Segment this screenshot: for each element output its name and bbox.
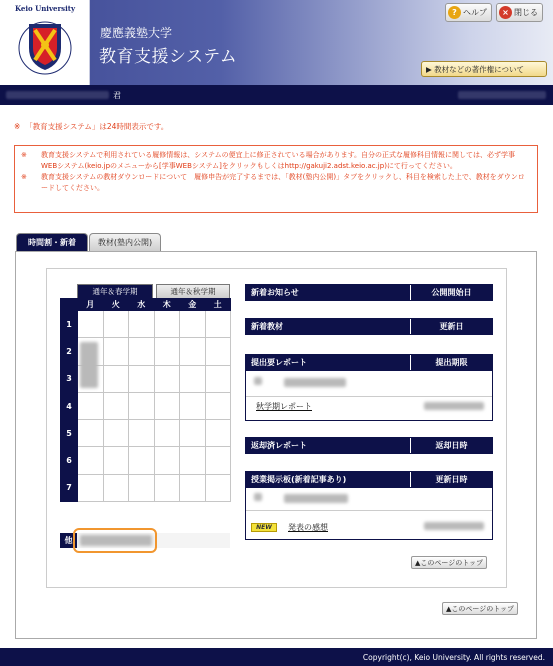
- help-button[interactable]: ? ヘルプ: [445, 3, 492, 22]
- redacted-course-code: [254, 493, 262, 501]
- term-tab-autumn[interactable]: 通年＆秋学期: [156, 284, 230, 298]
- new-materials-header: 新着教材 更新日: [245, 318, 493, 335]
- notice-item: ※ 教育支援システムで利用されている履修情報は、システムの便宜上に修正されている場合があります。自分の正式な履修科目情報に関しては、必ず学事WEBシステム(keio.jpのメニューから[学事WEBシステム]をクリックもしくはhttp://gakuji2.adst.keio.ac.jp)にて行ってください。: [21, 151, 516, 170]
- help-icon: ?: [448, 6, 461, 19]
- timetable-row: [61, 420, 231, 447]
- row-divider: [246, 510, 492, 511]
- class-cell[interactable]: [180, 474, 206, 501]
- class-cell[interactable]: [205, 392, 231, 419]
- period-label: 7: [61, 474, 78, 501]
- close-button[interactable]: × 閉じる: [496, 3, 543, 22]
- class-cell[interactable]: [154, 420, 180, 447]
- period-label: 5: [61, 420, 78, 447]
- footer: [0, 648, 553, 666]
- board-header: 授業掲示板(新着記事あり) 更新日時: [245, 471, 493, 488]
- university-name: 慶應義塾大学: [100, 26, 173, 40]
- class-cell[interactable]: [180, 392, 206, 419]
- timetable-grid: [60, 298, 231, 502]
- class-cell[interactable]: [205, 311, 231, 338]
- period-label: 6: [61, 447, 78, 474]
- class-cell[interactable]: [154, 365, 180, 392]
- class-cell[interactable]: [103, 392, 129, 419]
- class-cell[interactable]: [154, 392, 180, 419]
- page-top-button[interactable]: ▲このページのトップ: [442, 602, 518, 615]
- user-name-redacted: [6, 91, 109, 99]
- page-top-button[interactable]: ▲このページのトップ: [411, 556, 487, 569]
- user-info-redacted: [458, 91, 546, 99]
- class-cell[interactable]: [103, 365, 129, 392]
- new-badge: NEW: [251, 523, 277, 532]
- returned-reports-header: 返却済レポート 返却日時: [245, 437, 493, 454]
- class-cell[interactable]: [129, 365, 155, 392]
- logo-text: Keio University: [14, 4, 76, 13]
- redacted-course-code: [254, 377, 262, 385]
- class-cell[interactable]: [205, 447, 231, 474]
- university-logo: [0, 0, 90, 85]
- tab-timetable[interactable]: 時間割・新着: [16, 233, 88, 251]
- class-cell[interactable]: [129, 392, 155, 419]
- highlight-circle: [73, 528, 157, 553]
- header: [0, 0, 553, 85]
- class-cell[interactable]: [205, 365, 231, 392]
- class-cell[interactable]: [180, 365, 206, 392]
- timetable-row: [61, 392, 231, 419]
- period-label: 1: [61, 311, 78, 338]
- class-cell[interactable]: [103, 447, 129, 474]
- class-cell[interactable]: [103, 420, 129, 447]
- class-cell[interactable]: [129, 447, 155, 474]
- class-cell[interactable]: [180, 338, 206, 365]
- timetable-row: [61, 447, 231, 474]
- redacted-course-title[interactable]: [284, 494, 348, 503]
- timetable-row: [61, 311, 231, 338]
- class-cell[interactable]: [180, 311, 206, 338]
- tab-materials[interactable]: 教材(塾内公開): [89, 233, 161, 251]
- class-cell[interactable]: [103, 311, 129, 338]
- term-tab-spring[interactable]: 通年＆春学期: [77, 284, 153, 298]
- keio-crest-icon: [17, 14, 73, 80]
- news-header: 新着お知らせ 公開開始日: [245, 284, 493, 301]
- day-header: 木: [154, 299, 180, 311]
- redacted-class-name[interactable]: [80, 342, 98, 388]
- class-cell[interactable]: [103, 338, 129, 365]
- redacted-course-title[interactable]: [284, 378, 346, 387]
- class-cell[interactable]: [180, 420, 206, 447]
- class-cell[interactable]: [129, 420, 155, 447]
- class-cell[interactable]: [78, 311, 104, 338]
- board-list: [245, 488, 493, 540]
- reports-list: [245, 371, 493, 421]
- class-cell[interactable]: [78, 447, 104, 474]
- period-label: 4: [61, 392, 78, 419]
- class-cell[interactable]: [129, 338, 155, 365]
- report-link[interactable]: 秋学期レポート: [256, 402, 312, 411]
- day-header: 土: [205, 299, 231, 311]
- class-cell[interactable]: [78, 392, 104, 419]
- class-cell[interactable]: [154, 474, 180, 501]
- system-title: 教育支援システム: [99, 47, 238, 67]
- timetable-header-row: [61, 299, 231, 311]
- timetable-row: [61, 474, 231, 501]
- copyright-text: Copyright(c), Keio University. All rights reserved.: [362, 652, 545, 662]
- class-cell[interactable]: [78, 420, 104, 447]
- class-cell[interactable]: [78, 474, 104, 501]
- hours-notice: ※ 「教育支援システム」は24時間表示です。: [14, 122, 169, 131]
- other-label: 他: [60, 533, 77, 548]
- day-header: 月: [78, 299, 104, 311]
- reports-header: 提出要レポート 提出期限: [245, 354, 493, 371]
- notice-item: ※ 教育支援システムの教材ダウンロードについて 履修申告が完了するまでは、「教材(塾内公開)」タブをクリックし、科目を検索した上で、教材をダウンロードしてください。: [21, 173, 525, 192]
- class-cell[interactable]: [154, 338, 180, 365]
- class-cell[interactable]: [103, 474, 129, 501]
- class-cell[interactable]: [180, 447, 206, 474]
- board-entry: [246, 514, 492, 538]
- row-divider: [246, 396, 492, 397]
- class-cell[interactable]: [205, 474, 231, 501]
- class-cell[interactable]: [129, 474, 155, 501]
- class-cell[interactable]: [154, 447, 180, 474]
- class-cell[interactable]: [205, 338, 231, 365]
- copyright-info-button[interactable]: ▶ 教材などの著作権について: [421, 61, 547, 77]
- redacted-deadline: [424, 402, 484, 410]
- user-bar: [0, 85, 553, 105]
- notice-box: [14, 145, 538, 213]
- day-header: 水: [129, 299, 155, 311]
- close-icon: ×: [499, 6, 512, 19]
- class-cell[interactable]: [154, 311, 180, 338]
- user-name-suffix: 君: [113, 91, 121, 100]
- class-cell[interactable]: [205, 420, 231, 447]
- day-header: 金: [180, 299, 206, 311]
- period-label: 3: [61, 365, 78, 392]
- day-header: 火: [103, 299, 129, 311]
- class-cell[interactable]: [129, 311, 155, 338]
- corner-cell: [61, 299, 78, 311]
- period-label: 2: [61, 338, 78, 365]
- board-post-link[interactable]: 発表の感想: [288, 523, 328, 532]
- redacted-update-time: [424, 522, 484, 530]
